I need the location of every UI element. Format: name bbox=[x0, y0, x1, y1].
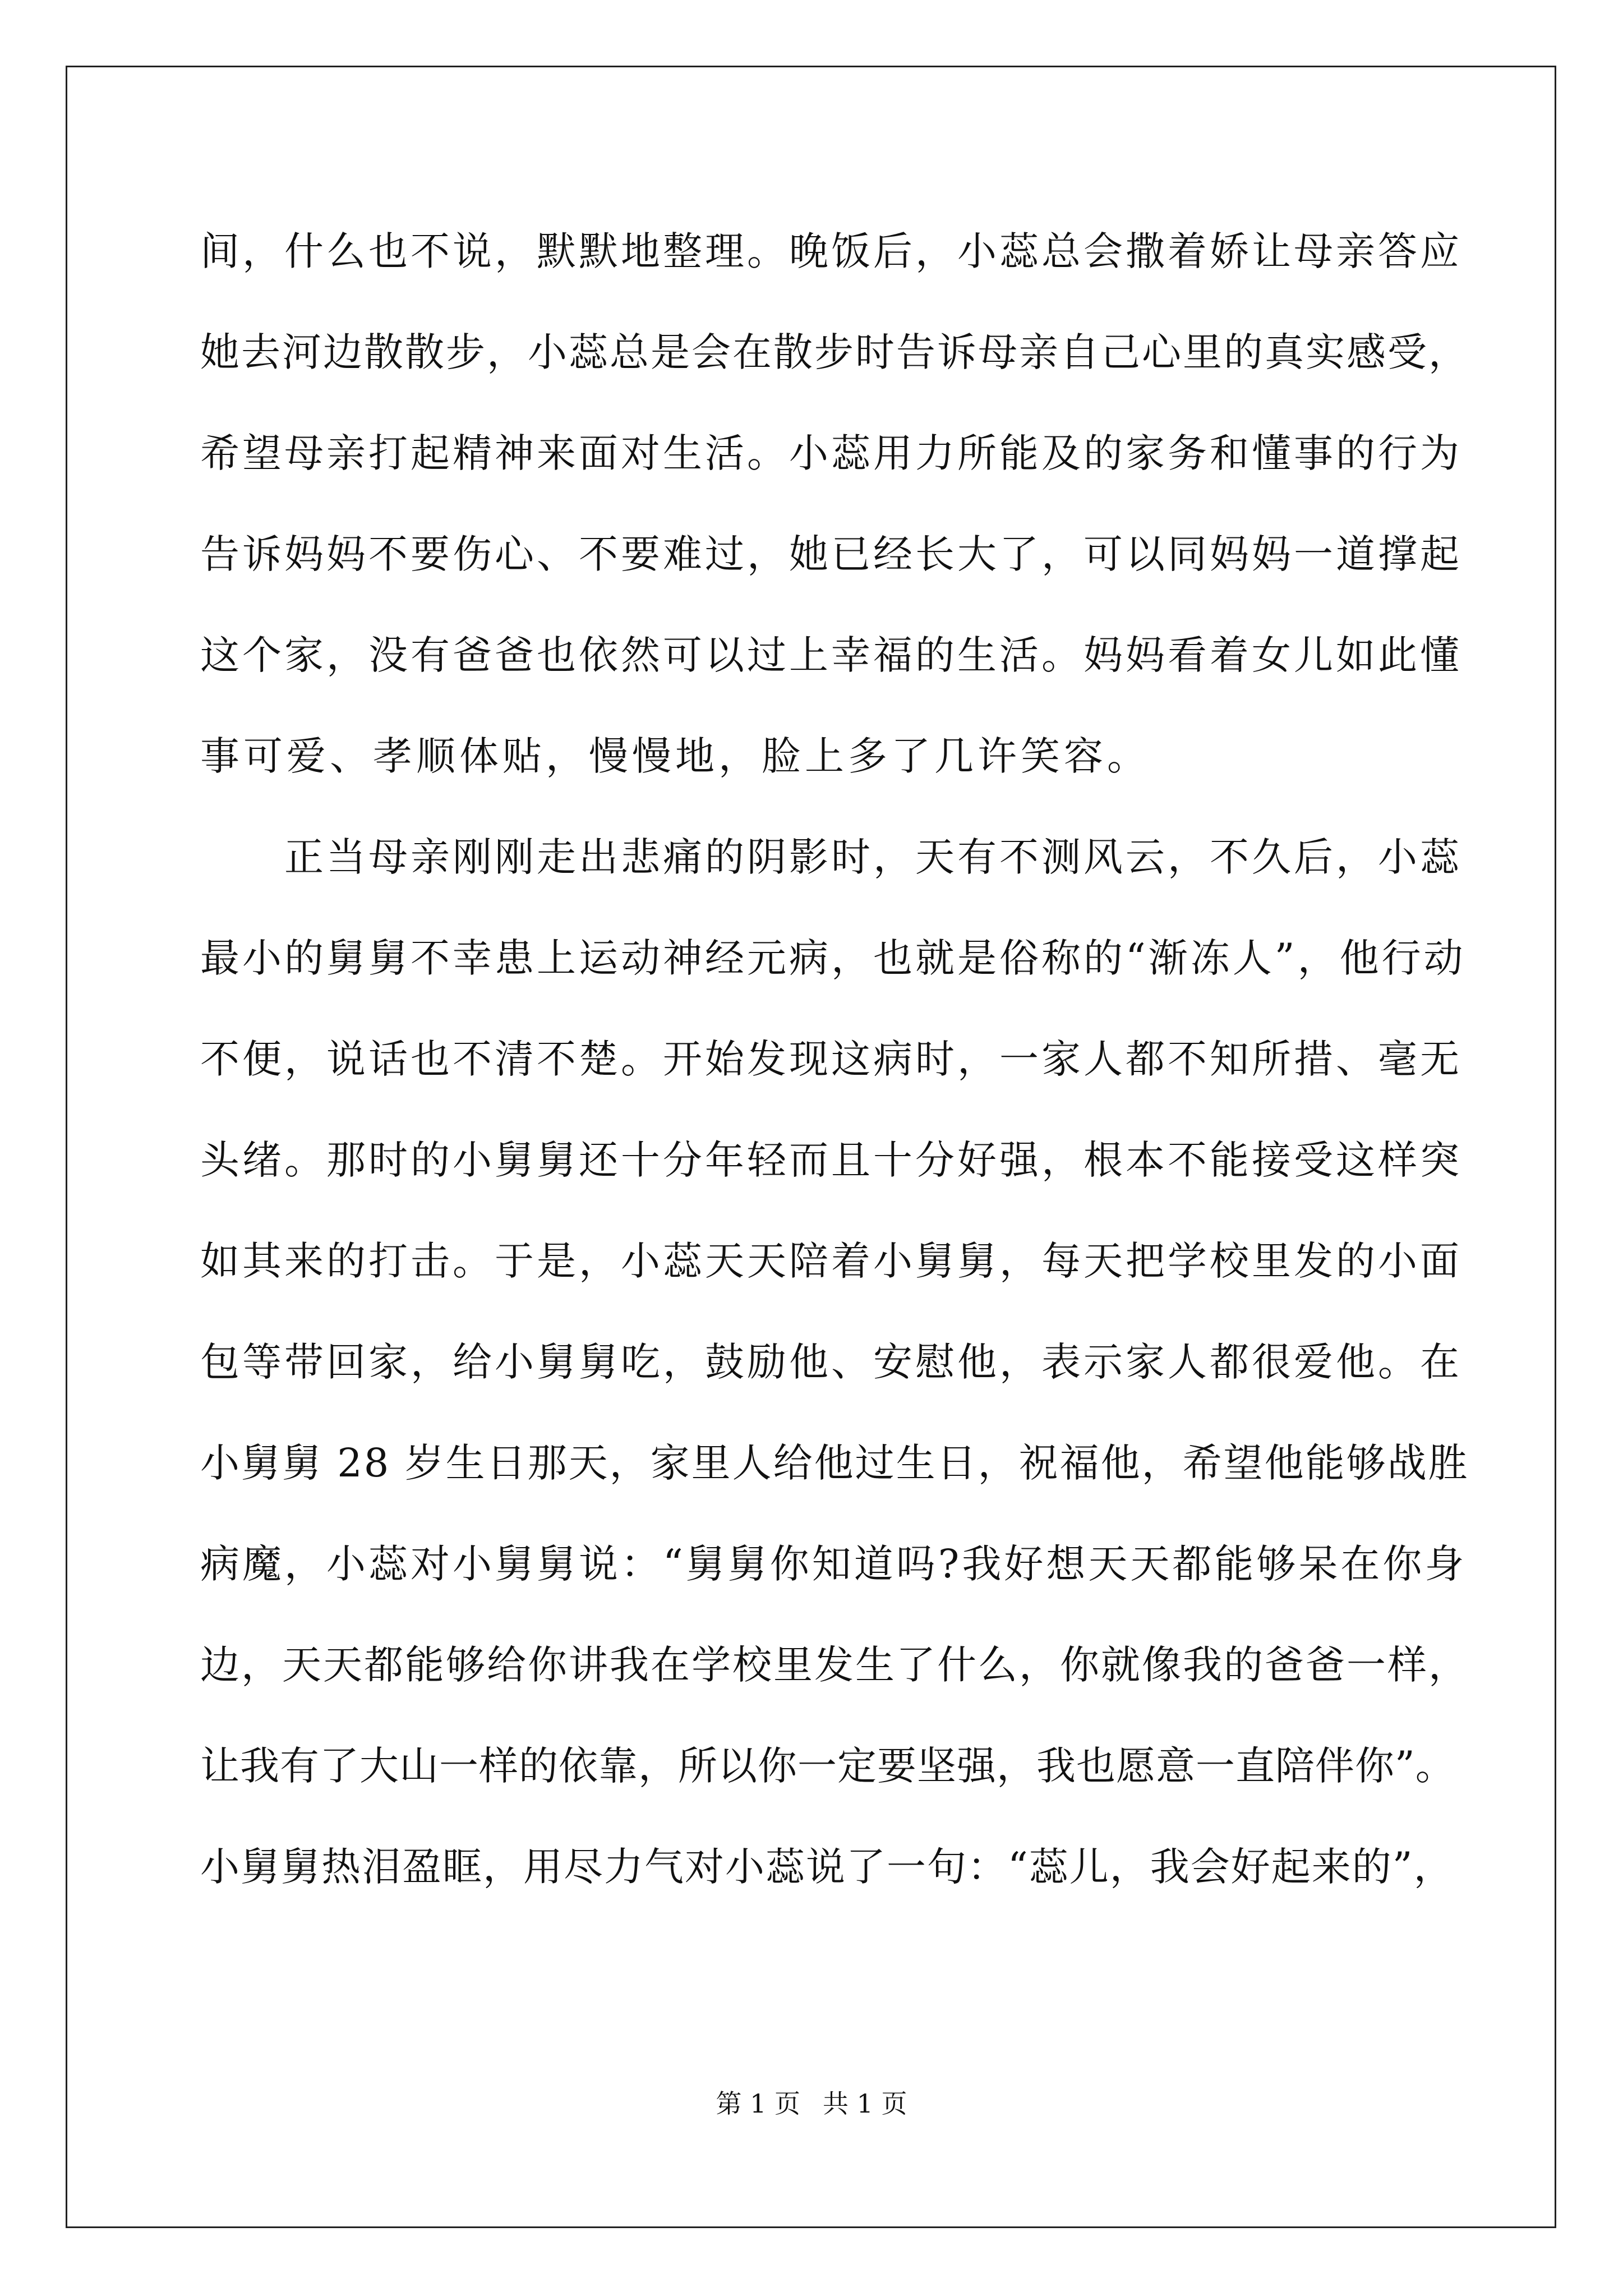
page-number-total: 共 1 页 bbox=[823, 2088, 907, 2119]
paragraph-start-line: 正当母亲刚刚走出悲痛的阴影时，天有不测风云，不久后，小蕊 bbox=[284, 834, 1462, 880]
text-line: 小舅舅 28 岁生日那天，家里人给他过生日，祝福他，希望他能够战胜 bbox=[200, 1440, 1469, 1486]
text-line: 她去河边散散步，小蕊总是会在散步时告诉母亲自己心里的真实感受， bbox=[200, 329, 1469, 375]
text-line: 这个家，没有爸爸也依然可以过上幸福的生活。妈妈看着女儿如此懂 bbox=[200, 632, 1462, 678]
text-line: 间，什么也不说，默默地整理。晚饭后，小蕊总会撒着娇让母亲答应 bbox=[200, 228, 1462, 274]
page-number-current: 第 1 页 bbox=[716, 2088, 800, 2119]
text-line: 小舅舅热泪盈眶，用尽力气对小蕊说了一句：“蕊儿，我会好起来的”， bbox=[200, 1844, 1454, 1890]
text-line: 让我有了大山一样的依靠，所以你一定要坚强，我也愿意一直陪伴你”。 bbox=[200, 1743, 1455, 1789]
text-line: 希望母亲打起精神来面对生活。小蕊用力所能及的家务和懂事的行为 bbox=[200, 430, 1462, 476]
page-footer bbox=[0, 2087, 1623, 2120]
text-line: 最小的舅舅不幸患上运动神经元病，也就是俗称的“渐冻人”，他行动 bbox=[200, 935, 1466, 981]
text-line: 如其来的打击。于是，小蕊天天陪着小舅舅，每天把学校里发的小面 bbox=[200, 1238, 1462, 1284]
text-line: 包等带回家，给小舅舅吃，鼓励他、安慰他，表示家人都很爱他。在 bbox=[200, 1339, 1462, 1385]
text-line: 告诉妈妈不要伤心、不要难过，她已经长大了，可以同妈妈一道撑起 bbox=[200, 531, 1462, 577]
text-line: 头绪。那时的小舅舅还十分年轻而且十分好强，根本不能接受这样突 bbox=[200, 1137, 1462, 1183]
text-line: 边，天天都能够给你讲我在学校里发生了什么，你就像我的爸爸一样， bbox=[200, 1642, 1469, 1688]
text-line: 病魔，小蕊对小舅舅说：“舅舅你知道吗?我好想天天都能够呆在你身 bbox=[200, 1541, 1467, 1587]
text-line: 事可爱、孝顺体贴，慢慢地，脸上多了几许笑容。 bbox=[200, 733, 1150, 779]
body-text bbox=[200, 218, 1471, 1934]
text-line: 不便，说话也不清不楚。开始发现这病时，一家人都不知所措、毫无 bbox=[200, 1036, 1462, 1082]
